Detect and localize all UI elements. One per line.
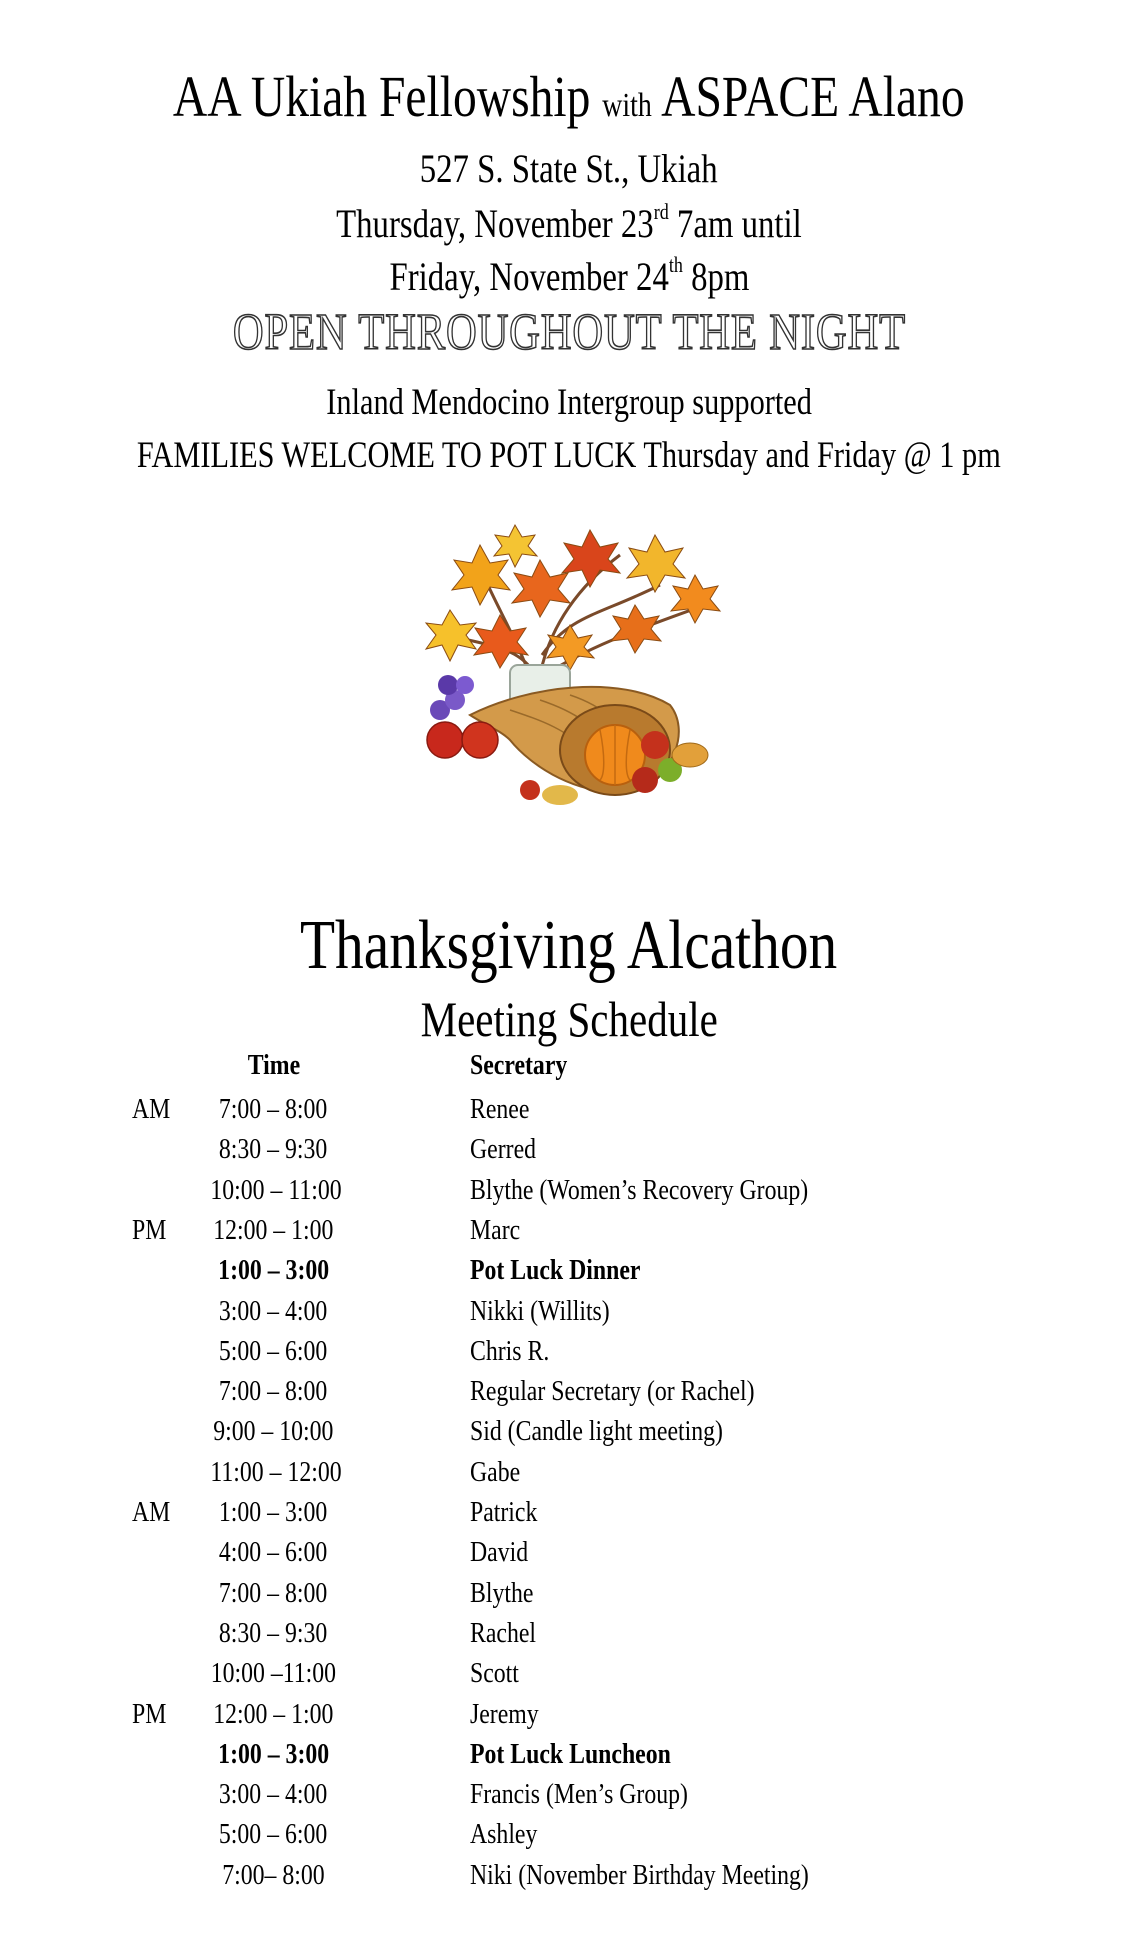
start-datetime: Thursday, November 23rd 7am until — [336, 199, 802, 246]
schedule-header-row — [0, 1045, 1138, 1085]
flyer-title — [0, 64, 1138, 139]
ampm-label — [132, 1814, 192, 1854]
secretary-name: Regular Secretary (or Rachel) — [470, 1375, 755, 1408]
secretary-name: David — [470, 1536, 529, 1569]
secretary-name: Ashley — [470, 1818, 538, 1851]
schedule-row — [0, 1653, 1138, 1693]
secretary-name: Gabe — [470, 1455, 521, 1488]
ampm-label — [132, 1291, 192, 1331]
schedule-row — [0, 1613, 1138, 1653]
time-slot: 10:00 – 11:00 — [210, 1173, 342, 1206]
time-slot: 8:30 – 9:30 — [219, 1616, 328, 1649]
time-slot: 5:00 – 6:00 — [219, 1818, 328, 1851]
schedule-row — [0, 1331, 1138, 1371]
time-slot: 9:00 – 10:00 — [213, 1415, 334, 1448]
schedule-row — [0, 1089, 1138, 1129]
secretary-name: Patrick — [470, 1496, 538, 1528]
ampm-label — [132, 1855, 192, 1895]
schedule-row — [0, 1532, 1138, 1572]
secretary-name: Jeremy — [470, 1697, 539, 1730]
schedule-row — [0, 1573, 1138, 1613]
time-slot: 1:00 – 3:00 — [218, 1254, 329, 1287]
ampm-label — [132, 1653, 192, 1693]
ampm-label — [132, 1573, 192, 1613]
org-name: AA Ukiah Fellowship — [173, 64, 591, 129]
address: 527 S. State St., Ukiah — [420, 146, 718, 191]
end-datetime: Friday, November 24th 8pm — [389, 252, 749, 299]
with-word: with — [602, 87, 653, 124]
secretary-name: Rachel — [470, 1616, 537, 1649]
schedule-row — [0, 1452, 1138, 1492]
secretary-name: Francis (Men’s Group) — [470, 1778, 688, 1811]
schedule-row — [0, 1129, 1138, 1169]
time-slot: 1:00 – 3:00 — [219, 1496, 328, 1528]
schedule-row — [0, 1814, 1138, 1854]
ampm-label — [132, 1250, 192, 1290]
schedule-row — [0, 1371, 1138, 1411]
partner-name: ASPACE Alano — [661, 64, 965, 129]
ampm-label — [132, 1734, 192, 1774]
time-slot: 4:00 – 6:00 — [219, 1536, 328, 1569]
maple-leaves — [426, 525, 720, 670]
time-slot: 7:00 – 8:00 — [219, 1375, 328, 1408]
event-title: Thanksgiving Alcathon — [300, 907, 838, 984]
time-slot: 3:00 – 4:00 — [219, 1294, 328, 1327]
secretary-column-header: Secretary — [470, 1049, 568, 1081]
secretary-name: Pot Luck Luncheon — [470, 1737, 671, 1770]
ampm-label — [132, 1331, 192, 1371]
time-slot: 7:00 – 8:00 — [219, 1576, 328, 1609]
ampm-label: PM — [132, 1213, 167, 1246]
potluck-note: FAMILIES WELCOME TO POT LUCK Thursday and Friday @ 1 pm — [137, 435, 1001, 476]
ampm-label — [132, 1170, 192, 1210]
schedule-row — [0, 1411, 1138, 1451]
schedule-subtitle: Meeting Schedule — [420, 991, 718, 1047]
time-slot: 7:00 – 8:00 — [219, 1093, 328, 1125]
time-slot: 5:00 – 6:00 — [219, 1334, 328, 1367]
schedule-row — [0, 1855, 1138, 1895]
secretary-name: Blythe — [470, 1576, 534, 1609]
ampm-label: AM — [132, 1496, 171, 1528]
schedule-row — [0, 1250, 1138, 1290]
schedule-row — [0, 1694, 1138, 1734]
schedule-row — [0, 1170, 1138, 1210]
ampm-label — [132, 1371, 192, 1411]
cornucopia-illustration — [420, 515, 735, 825]
ampm-label — [132, 1129, 192, 1169]
ampm-label — [132, 1411, 192, 1451]
secretary-name: Marc — [470, 1213, 521, 1246]
secretary-name: Renee — [470, 1093, 530, 1125]
secretary-name: Nikki (Willits) — [470, 1294, 610, 1327]
time-slot: 10:00 –11:00 — [210, 1657, 337, 1690]
secretary-name: Scott — [470, 1657, 519, 1690]
ampm-label: PM — [132, 1697, 167, 1730]
secretary-name: Sid (Candle light meeting) — [470, 1415, 723, 1448]
ampm-label — [132, 1613, 192, 1653]
time-slot: 12:00 – 1:00 — [213, 1213, 334, 1246]
ampm-label: AM — [132, 1093, 171, 1125]
secretary-name: Pot Luck Dinner — [470, 1254, 641, 1287]
support-note: Inland Mendocino Intergroup supported — [326, 382, 812, 423]
schedule-row — [0, 1291, 1138, 1331]
ampm-label — [132, 1452, 192, 1492]
time-slot: 11:00 – 12:00 — [210, 1455, 342, 1488]
schedule-row — [0, 1774, 1138, 1814]
schedule-row — [0, 1210, 1138, 1250]
schedule-row — [0, 1492, 1138, 1532]
schedule-row — [0, 1734, 1138, 1774]
time-column-header: Time — [247, 1049, 300, 1081]
secretary-name: Chris R. — [470, 1334, 550, 1367]
open-note: OPEN THROUGHOUT THE NIGHT — [232, 304, 906, 361]
secretary-name: Gerred — [470, 1133, 537, 1166]
time-slot: 3:00 – 4:00 — [219, 1778, 328, 1811]
ampm-label — [132, 1532, 192, 1572]
time-slot: 1:00 – 3:00 — [218, 1737, 329, 1770]
time-slot: 7:00– 8:00 — [222, 1858, 325, 1891]
secretary-name: Blythe (Women’s Recovery Group) — [470, 1173, 809, 1206]
ampm-label — [132, 1774, 192, 1814]
time-slot: 12:00 – 1:00 — [213, 1697, 334, 1730]
secretary-name: Niki (November Birthday Meeting) — [470, 1858, 809, 1891]
time-slot: 8:30 – 9:30 — [219, 1133, 328, 1166]
